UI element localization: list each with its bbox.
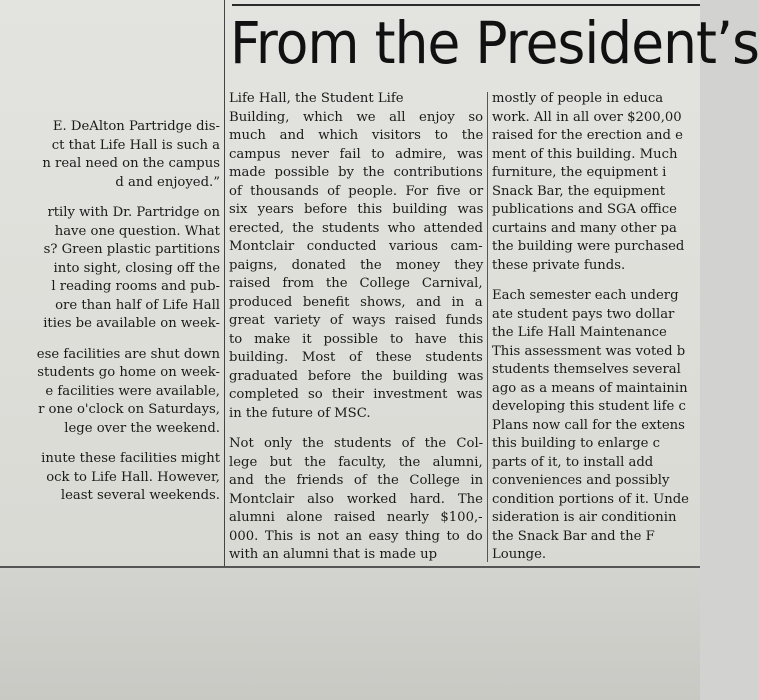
text-line: ities be available on week- [43, 316, 220, 331]
text-line: ese facilities are shut down [36, 346, 220, 362]
text-line: 000. This is not an easy thing to do [229, 528, 483, 544]
text-line: paigns, donated the money they [229, 257, 484, 273]
text-line: building. Most of these students [229, 350, 483, 365]
text-line: ct that Life Hall is such a [51, 137, 220, 153]
text-line: n real need on the campus [42, 156, 220, 171]
text-line: Each semester each underg [492, 288, 679, 303]
text-line: these private funds. [492, 257, 626, 273]
text-line: Montclair also worked hard. The [229, 491, 483, 507]
text-line: and the friends of the College in [229, 473, 484, 488]
text-line: erected, the students who attended [229, 220, 483, 236]
middle-column [229, 90, 485, 565]
right-column [492, 90, 700, 565]
text-line: r one o'clock on Saturdays, [38, 402, 220, 417]
headline: From the President’s [230, 9, 759, 77]
text-line: Snack Bar, the equipment [492, 183, 666, 199]
text-line: six years before this building was [229, 202, 484, 217]
text-line: students go home on week- [37, 365, 220, 380]
left-column [0, 118, 224, 506]
text-line: mostly of people in educa [492, 91, 664, 106]
text-line: ago as a means of maintainin [492, 380, 688, 396]
text-line: the building were purchased [492, 239, 685, 254]
paragraph-gap [0, 438, 224, 450]
background-surface [0, 568, 700, 700]
text-line: This assessment was voted b [492, 343, 686, 359]
text-line: of thousands of people. For five or [229, 183, 484, 199]
text-line: the Life Hall Maintenance [492, 325, 667, 340]
text-line: Building, which we all enjoy so [229, 109, 484, 125]
text-line: furniture, the equipment i [492, 165, 667, 180]
top-rule-line [232, 4, 700, 6]
text-line: Montclair conducted various cam- [229, 239, 483, 254]
text-line: ment of this building. Much [492, 146, 678, 162]
text-line: curtains and many other pa [492, 220, 677, 236]
text-line: conveniences and possibly [492, 473, 670, 488]
text-line: parts of it, to install add [492, 454, 654, 470]
text-line: Lounge. [492, 547, 547, 562]
text-line: Life Hall, the Student Life [229, 91, 404, 106]
text-line: inute these facilities might [41, 451, 220, 466]
text-line: great variety of ways raised funds [229, 313, 483, 328]
text-line: in the future of MSC. [229, 405, 371, 421]
text-line: this building to enlarge c [492, 436, 661, 451]
text-line: with an alumni that is made up [229, 547, 438, 562]
text-line: Plans now call for the extens [492, 417, 685, 433]
text-line: made possible by the contributions [229, 165, 483, 180]
text-line: have one question. What [54, 223, 220, 239]
text-line: developing this student life c [492, 399, 686, 414]
text-line: graduated before the building was [229, 368, 484, 384]
text-line: work. All in all over $200,00 [492, 109, 682, 125]
paragraph-gap [0, 334, 224, 346]
text-line: rtily with Dr. Partridge on [47, 205, 220, 220]
text-line: the Snack Bar and the F [492, 528, 655, 544]
text-line: raised for the erection and e [492, 128, 683, 143]
column-divider-middle [487, 92, 488, 562]
paragraph-gap [492, 275, 700, 287]
text-line: campus never fail to admire, was [229, 146, 483, 162]
text-line: lege over the weekend. [64, 420, 220, 436]
text-line: raised from the College Carnival, [229, 276, 483, 291]
text-line: students themselves several [492, 362, 681, 377]
text-line: l reading rooms and pub- [51, 279, 220, 294]
paragraph-gap [0, 192, 224, 204]
text-line: publications and SGA office [492, 202, 677, 217]
bottom-rule-line [0, 566, 700, 568]
text-line: condition portions of it. Unde [492, 491, 689, 507]
text-line: completed so their investment was [229, 387, 483, 402]
text-line: ock to Life Hall. However, [46, 469, 220, 485]
text-line: ore than half of Life Hall [55, 297, 220, 313]
text-line: s? Green plastic partitions [43, 242, 220, 257]
column-divider-left [224, 0, 225, 566]
text-line: lege but the faculty, the alumni, [229, 454, 483, 470]
text-line: d and enjoyed.” [115, 174, 220, 190]
paragraph-gap [229, 423, 485, 435]
text-line: sideration is air conditionin [492, 510, 677, 525]
text-line: to make it possible to have this [229, 331, 484, 347]
text-line: alumni alone raised nearly $100,- [229, 510, 483, 525]
text-line: e facilities were available, [45, 383, 220, 399]
text-line: into sight, closing off the [53, 260, 220, 276]
text-line: least several weekends. [60, 488, 220, 503]
text-line: ate student pays two dollar [492, 306, 675, 322]
text-line: much and which visitors to the [229, 128, 484, 143]
text-line: Not only the students of the Col- [229, 436, 484, 451]
text-line: produced benefit shows, and in a [229, 294, 483, 310]
text-line: E. DeAlton Partridge dis- [52, 119, 220, 134]
